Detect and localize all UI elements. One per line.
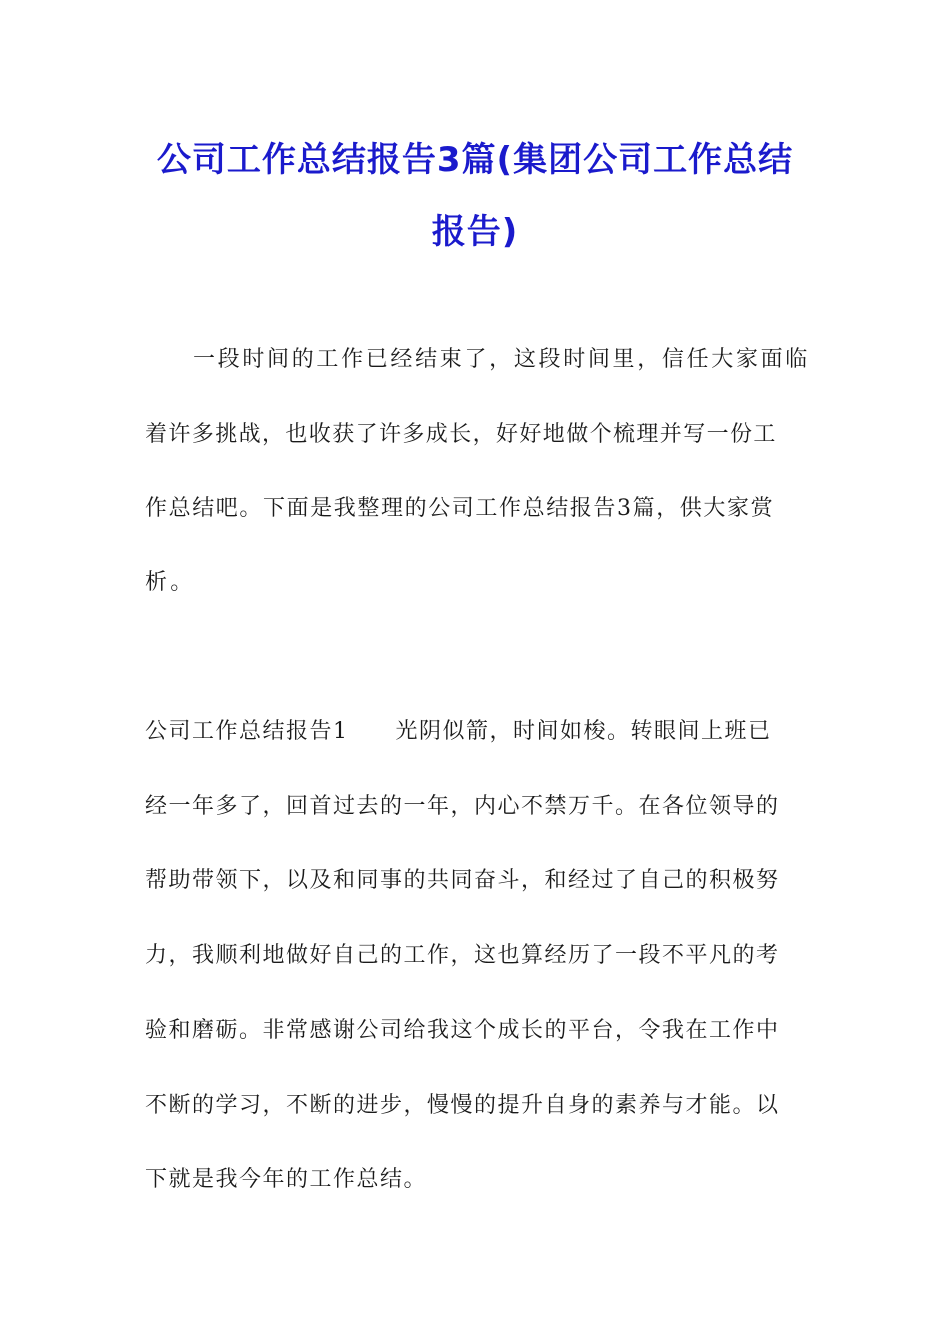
section-1-line: 经一年多了，回首过去的一年，内心不禁万千。在各位领导的 bbox=[145, 794, 780, 819]
section-1-line: 不断的学习，不断的进步，慢慢的提升自身的素养与才能。以 bbox=[145, 1093, 780, 1118]
intro-line: 析。 bbox=[145, 570, 196, 595]
document-title-line-1: 公司工作总结报告3篇(集团公司工作总结 bbox=[156, 140, 794, 180]
intro-line: 作总结吧。下面是我整理的公司工作总结报告3篇，供大家赏 bbox=[145, 496, 775, 521]
section-1-line: 公司工作总结报告1 光阴似箭，时间如梭。转眼间上班已 bbox=[145, 719, 772, 744]
section-1-line: 帮助带领下，以及和同事的共同奋斗，和经过了自己的积极努 bbox=[145, 868, 780, 893]
section-1-line: 验和磨砺。非常感谢公司给我这个成长的平台，令我在工作中 bbox=[145, 1018, 780, 1043]
intro-line: 着许多挑战，也收获了许多成长，好好地做个梳理并写一份工 bbox=[145, 422, 777, 447]
document-title-line-2: 报告) bbox=[431, 212, 519, 252]
section-1-line: 力，我顺利地做好自己的工作，这也算经历了一段不平凡的考 bbox=[145, 943, 780, 968]
intro-line: 一段时间的工作已经结束了，这段时间里，信任大家面临 bbox=[193, 347, 810, 372]
section-1-line: 下就是我今年的工作总结。 bbox=[145, 1167, 428, 1192]
